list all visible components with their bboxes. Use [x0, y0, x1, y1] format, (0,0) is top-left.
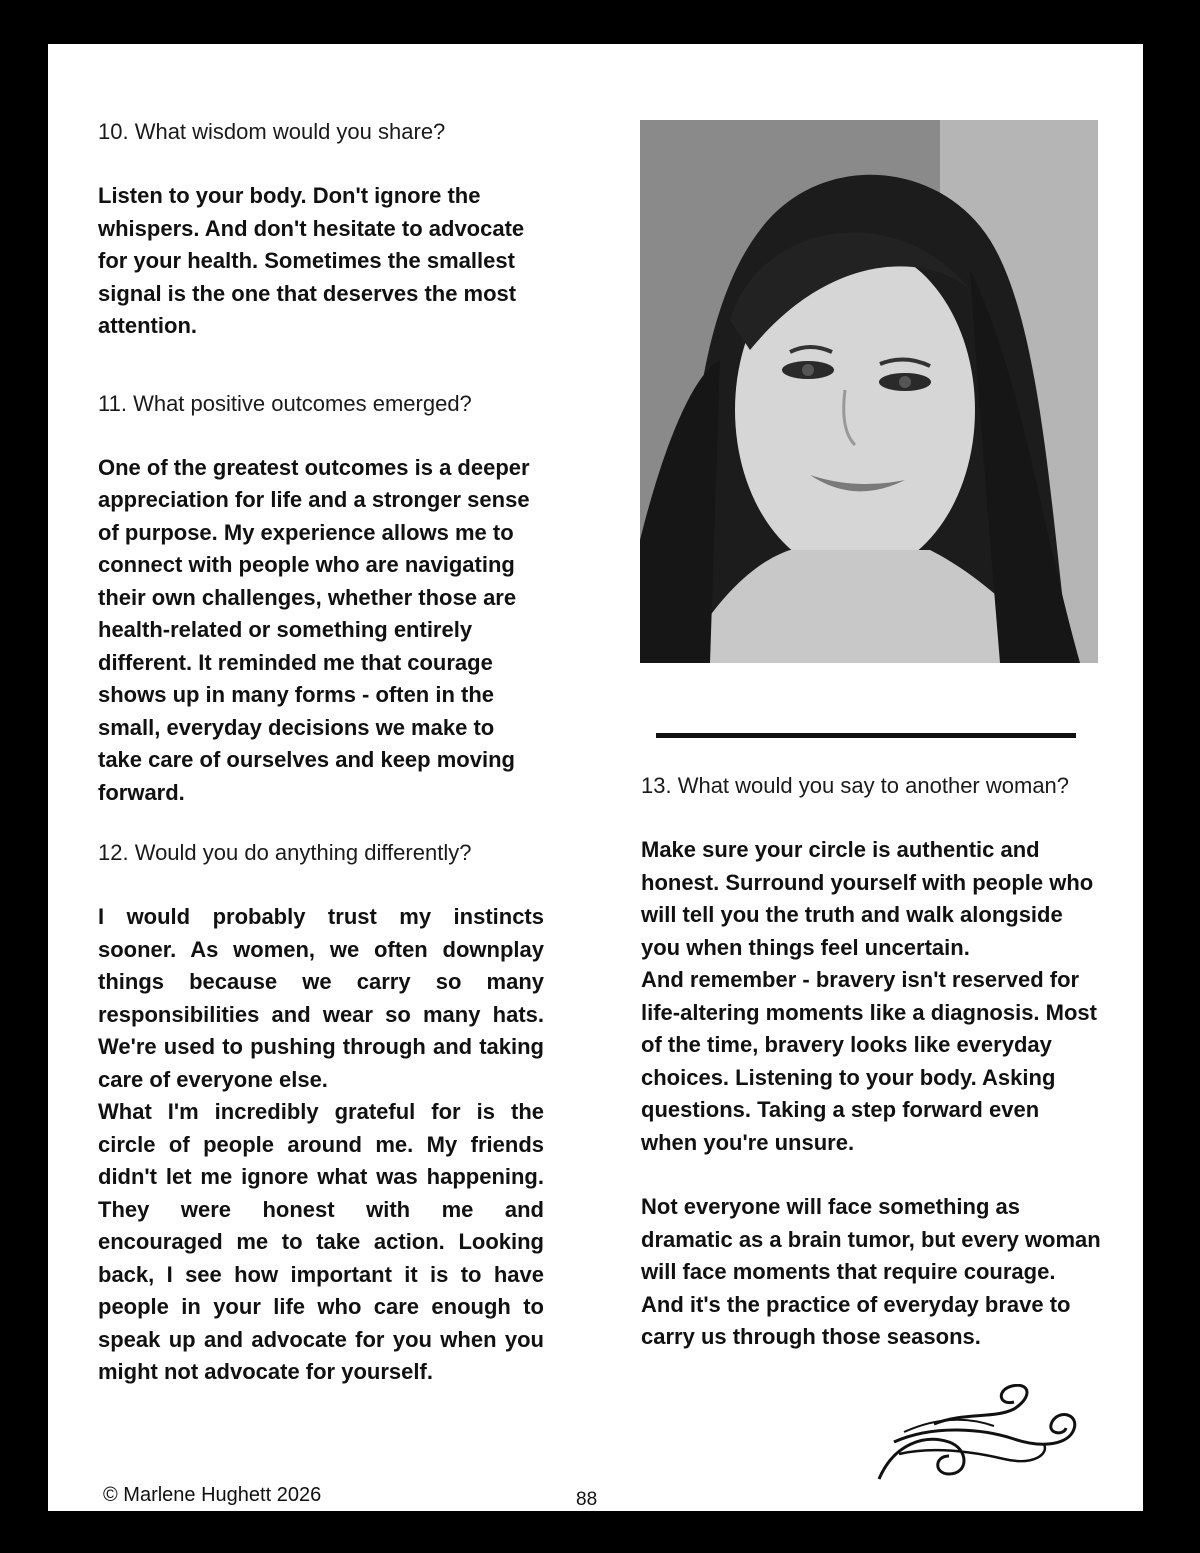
- page-number: 88: [576, 1489, 598, 1510]
- question-13: 13. What would you say to another woman?: [641, 773, 1070, 798]
- portrait-illustration: [640, 120, 1098, 663]
- question-11: 11. What positive outcomes emerged?: [98, 390, 472, 416]
- portrait-photo: [640, 120, 1098, 663]
- answer-12-paragraph-2: What I'm incredibly grateful for is the circle of people around me. My friends didn't let me ignore what was happening. They were honest with me and encouraged me to take action. Looking back, I see how important it is to have people in your life who care enough to speak up and advocate for you when you might not advocate for yourself.: [98, 1099, 544, 1384]
- answer-12-paragraph-1: I would probably trust my instincts sooner. As women, we often downplay things because we carry so many responsibilities and wear so many hats. We're used to pushing through and taking care of everyone else.: [98, 904, 544, 1092]
- decorative-flourish: [874, 1384, 1084, 1484]
- right-column: [641, 770, 1101, 1354]
- answer-13-paragraph-1: Make sure your circle is authentic and honest. Surround yourself with people who will tell you the truth and walk alongside you when things feel uncertain.: [641, 837, 1094, 960]
- answer-10: Listen to your body. Don't ignore the whispers. And don't hesitate to advocate for your health. Sometimes the smallest signal is the one that deserves the most attention.: [98, 183, 525, 338]
- section-divider: [656, 733, 1076, 738]
- answer-13-paragraph-2: And remember - bravery isn't reserved for life-altering moments like a diagnosis. Most of the time, bravery looks like everyday choices. Listening to your body. Asking questions. Taking a step forward even when you're unsure.: [641, 967, 1097, 1155]
- page: [48, 44, 1143, 1511]
- answer-13-paragraph-3: Not everyone will face something as dramatic as a brain tumor, but every woman will face moments that require courage. And it's the practice of everyday brave to carry us through those seasons.: [641, 1194, 1101, 1349]
- left-column: [98, 116, 544, 1389]
- question-12: 12. Would you do anything differently?: [98, 840, 472, 865]
- copyright-notice: © Marlene Hughett 2026: [103, 1484, 322, 1506]
- answer-11: One of the greatest outcomes is a deeper appreciation for life and a stronger sense of purpose. My experience allows me to connect with people who are navigating their own challenges, whether those are health-related or something entirely different. It reminded me that courage shows up in many forms - often in the small, everyday decisions we make to take care of ourselves and keep moving forward.: [98, 454, 530, 805]
- question-10: 10. What wisdom would you share?: [98, 119, 446, 144]
